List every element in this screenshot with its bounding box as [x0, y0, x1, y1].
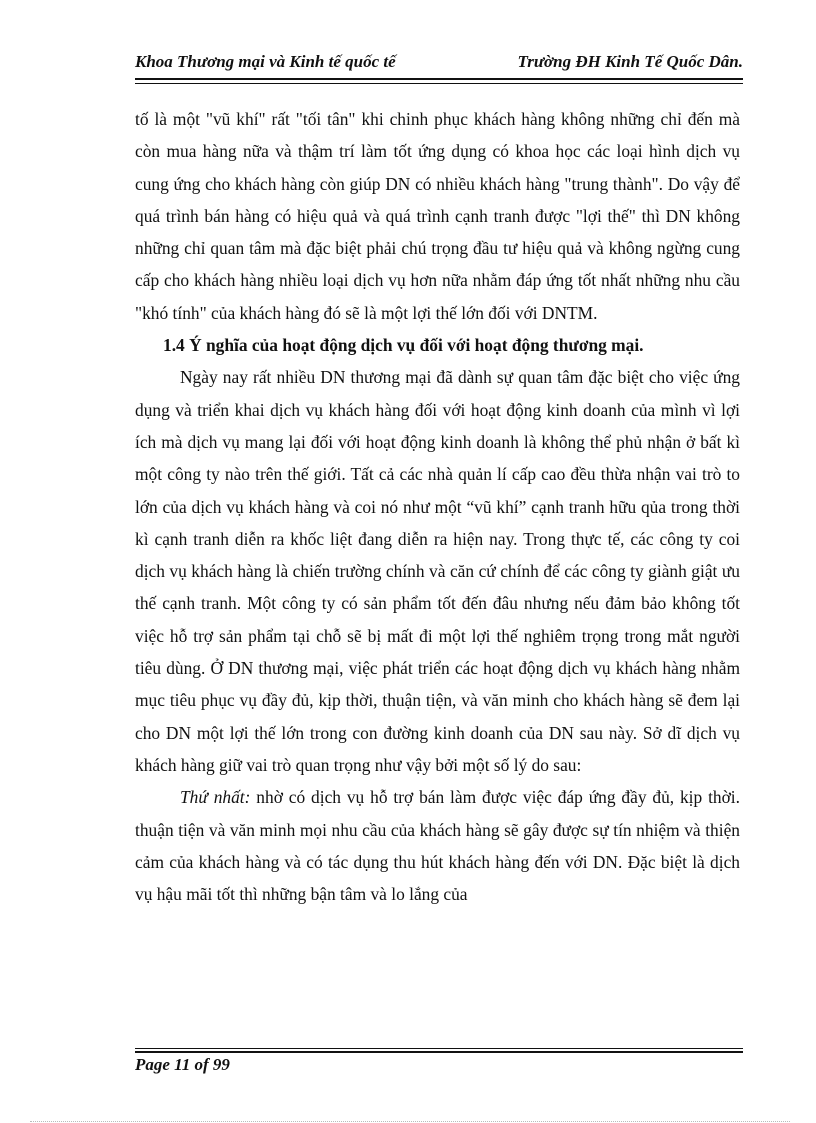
section-heading: 1.4 Ý nghĩa của hoạt động dịch vụ đối với hoạt động thương mại.: [163, 335, 644, 356]
first-reason-text: nhờ có dịch vụ hỗ trợ bán làm được việc đáp ứng đầy đủ, kịp thời. thuận tiện và văn minh mọi nhu cầu của khách hàng sẽ gây được sự tín nhiệm và thiện cảm của khách hàng và có tác dụng thu hút khách hàng đến với DN. Đặc biệt là dịch vụ hậu mãi tốt thì những bận tâm và lo lắng của: [135, 787, 740, 905]
page-bottom-edge: [30, 1121, 790, 1122]
header-university: Trường ĐH Kinh Tế Quốc Dân.: [517, 52, 743, 71]
paragraph-significance: Ngày nay rất nhiều DN thương mại đã dành sự quan tâm đặc biệt cho việc ứng dụng và triển khai dịch vụ khách hàng đối với hoạt động kinh doanh của mình vì lợi ích mà dịch vụ mang lại đối với hoạt động kinh doanh là không thể phủ nhận ở bất kì một công ty nào trên thế giới. Tất cả các nhà quản lí cấp cao đều thừa nhận vai trò to lớn của dịch vụ khách hàng và coi nó như một “vũ khí” cạnh tranh hữu qủa trong thời kì cạnh tranh diễn ra khốc liệt đang diễn ra hiện nay. Trong thực tế, các công ty coi dịch vụ khách hàng là chiến trường chính và căn cứ chính để các công ty giành giật ưu thế cạnh tranh. Một công ty có sản phẩm tốt đến đâu nhưng nếu đảm bảo không tốt việc hỗ trợ sản phẩm tại chỗ sẽ bị mất đi một lợi thế nghiêm trọng trong mắt người tiêu dùng. Ở DN thương mại, việc phát triển các hoạt động dịch vụ khách hàng nhằm mục tiêu phục vụ đầy đủ, kịp thời, thuận tiện, và văn minh cho khách hàng sẽ đem lại cho DN một lợi thế lớn trong con đường kinh doanh của DN sau này. Sở dĩ dịch vụ khách hàng giữ vai trò quan trọng như vậy bởi một số lý do sau:: [135, 367, 740, 775]
footer-rule-thin: [135, 1048, 743, 1049]
page-header: [135, 52, 743, 76]
document-body: [135, 103, 740, 910]
page-number: Page 11 of 99: [135, 1055, 230, 1074]
paragraph-first-reason: [135, 781, 740, 910]
paragraph-continuation: tố là một "vũ khí" rất "tối tân" khi chinh phục khách hàng không những chỉ đến mà còn mua hàng nữa và thậm trí làm tốt ứng dụng có khoa học các loại hình dịch vụ cung ứng cho khách hàng còn giúp DN có nhiều khách hàng "trung thành". Do vậy để quá trình bán hàng có hiệu quả và quá trình cạnh tranh được "lợi thế" thì DN không những chỉ quan tâm mà đặc biệt phải chú trọng đầu tư hiệu quả và không ngừng cung cấp cho khách hàng nhiều loại dịch vụ hơn nữa nhằm đáp ứng tốt nhất những nhu cầu "khó tính" của khách hàng đó sẽ là một lợi thế lớn đối với DNTM.: [135, 109, 740, 323]
header-rule-thin: [135, 83, 743, 84]
first-reason-label: Thứ nhất:: [180, 787, 251, 808]
header-faculty: Khoa Thương mại và Kinh tế quốc tế: [135, 52, 396, 71]
footer-rule-thick: [135, 1051, 743, 1053]
header-rule-thick: [135, 78, 743, 80]
